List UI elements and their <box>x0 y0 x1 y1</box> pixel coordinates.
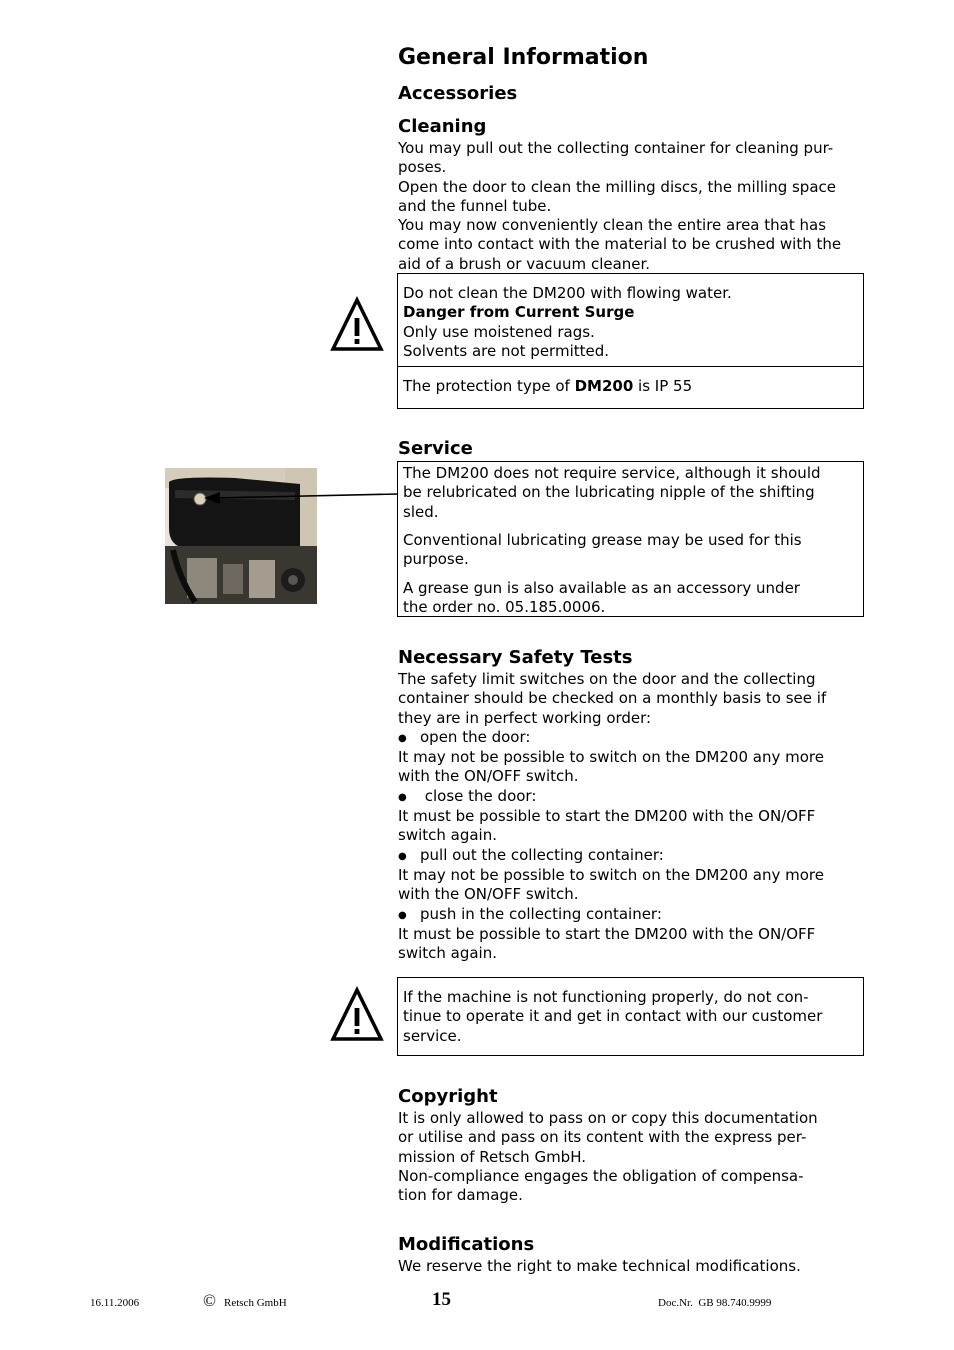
copyright-line: Non-compliance engages the obligation of compensa- <box>398 1166 804 1185</box>
page-number: 15 <box>432 1289 451 1310</box>
safety-line: The safety limit switches on the door and the collecting <box>398 670 816 688</box>
bullet-item: ● close the door: <box>398 787 826 807</box>
safety-heading: Necessary Safety Tests <box>398 647 633 668</box>
modifications-text: We reserve the right to make technical modifications. <box>398 1257 801 1275</box>
protection-line: The protection type of DM200 is IP 55 <box>403 377 693 395</box>
service-heading: Service <box>398 438 473 459</box>
bullet-icon: ● <box>398 909 407 921</box>
modifications-heading: Modifications <box>398 1234 535 1255</box>
footer-date: 16.11.2006 <box>90 1297 140 1309</box>
cleaning-line: come into contact with the material to be crushed with the <box>398 235 842 254</box>
copyright-line: mission of Retsch GmbH. <box>398 1147 586 1166</box>
safety-line: switch again. <box>398 826 498 845</box>
safety-line: It may not be possible to switch on the DM200 any more <box>398 865 824 884</box>
cleaning-line: aid of a brush or vacuum cleaner. <box>398 254 651 273</box>
warning-line: Only use moistened rags. <box>403 322 595 341</box>
service-paragraph-3 <box>403 579 800 618</box>
bullet-icon: ● <box>398 850 407 862</box>
box-divider <box>398 366 863 367</box>
copyright-line: or utilise and pass on its content with the express per- <box>398 1128 807 1147</box>
safety-line: with the ON/OFF switch. <box>398 767 579 786</box>
footer-doc-nr: Doc.Nr. GB 98.740.9999 <box>658 1297 772 1309</box>
cleaning-line: poses. <box>398 158 447 177</box>
service-line: A grease gun is also available as an accessory under <box>403 579 800 597</box>
safety-line: they are in perfect working order: <box>398 708 652 727</box>
warning-triangle-icon <box>330 986 384 1042</box>
service-paragraph-1 <box>403 464 821 522</box>
cleaning-text <box>398 139 841 274</box>
service-box <box>397 461 864 617</box>
warning-line: If the machine is not functioning properly, do not con- <box>403 988 809 1006</box>
safety-line: It must be possible to start the DM200 with the ON/OFF <box>398 807 816 826</box>
warning-line: Solvents are not permitted. <box>403 341 610 360</box>
safety-line: container should be checked on a monthly basis to see if <box>398 689 827 708</box>
service-line: Conventional lubricating grease may be used for this <box>403 531 802 549</box>
warning-danger-line: Danger from Current Surge <box>403 303 635 322</box>
bullet-icon: ● <box>398 791 407 803</box>
service-line: sled. <box>403 502 439 521</box>
cleaning-line: You may pull out the collecting container for cleaning pur- <box>398 139 834 157</box>
cleaning-warning-box <box>397 273 864 409</box>
accessories-heading: Accessories <box>398 83 518 104</box>
arrow-icon <box>190 484 400 506</box>
bullet-item: ● open the door: <box>398 728 826 748</box>
cleaning-line: You may now conveniently clean the entire area that has <box>398 216 827 235</box>
copyright-symbol-icon: © <box>203 1291 216 1310</box>
service-paragraph-2 <box>403 531 802 570</box>
warning-text <box>403 284 732 361</box>
safety-line: switch again. <box>398 944 498 963</box>
service-line: be relubricated on the lubricating nipple of the shifting <box>403 483 815 502</box>
cleaning-line: and the funnel tube. <box>398 196 552 215</box>
safety-text <box>398 670 826 963</box>
copyright-heading: Copyright <box>398 1086 498 1107</box>
copyright-line: tion for damage. <box>398 1186 523 1205</box>
warning-line: service. <box>403 1026 462 1045</box>
bullet-item: ● push in the collecting container: <box>398 905 826 925</box>
copyright-text <box>398 1109 818 1205</box>
service-line: the order no. 05.185.0006. <box>403 598 606 617</box>
bullet-icon: ● <box>398 732 407 744</box>
cleaning-line: Open the door to clean the milling discs, the milling space <box>398 177 836 196</box>
page-title: General Information <box>398 45 649 70</box>
safety-warning-text <box>403 988 822 1046</box>
bullet-item: ● pull out the collecting container: <box>398 846 826 866</box>
copyright-line: It is only allowed to pass on or copy this documentation <box>398 1109 818 1127</box>
safety-line: It may not be possible to switch on the DM200 any more <box>398 748 824 767</box>
cleaning-heading: Cleaning <box>398 116 487 137</box>
safety-warning-box <box>397 977 864 1056</box>
safety-line: with the ON/OFF switch. <box>398 885 579 904</box>
service-line: The DM200 does not require service, although it should <box>403 464 821 482</box>
footer-company: Retsch GmbH <box>224 1297 287 1309</box>
warning-line: Do not clean the DM200 with flowing water. <box>403 284 732 302</box>
warning-triangle-icon <box>330 296 384 352</box>
service-line: purpose. <box>403 550 469 569</box>
safety-line: It must be possible to start the DM200 with the ON/OFF <box>398 924 816 943</box>
warning-line: tinue to operate it and get in contact with our customer <box>403 1007 823 1026</box>
